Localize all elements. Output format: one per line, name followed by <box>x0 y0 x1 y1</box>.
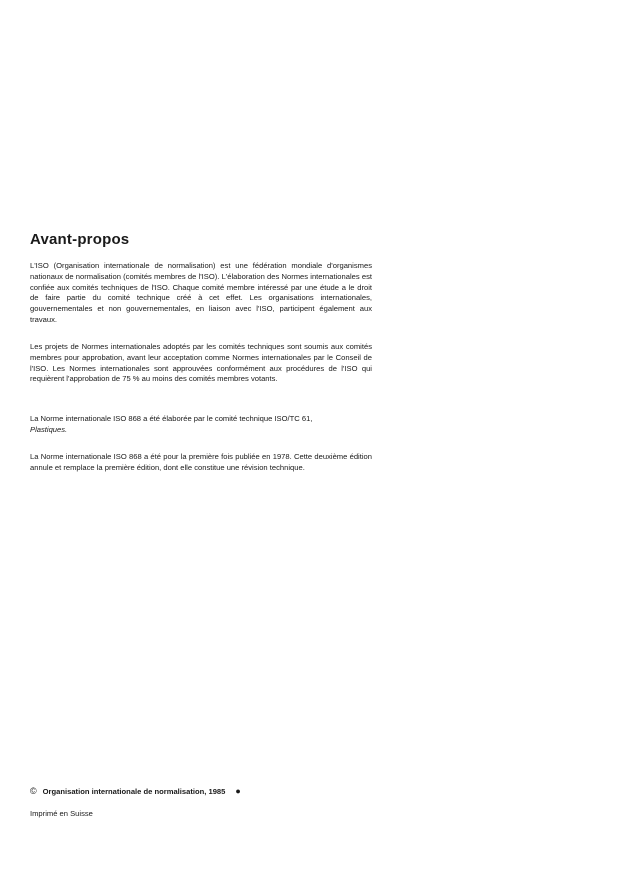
paragraph-approval: Les projets de Normes internationales adoptés par les comités techniques sont soumis aux comités membres pour approbation, avant leur acceptation comme Normes internationales par le Conseil de l'ISO. Les Normes internationales sont approuvées conformément aux procédures de l'ISO qui requièrent l'approbation de 75 % au moins des comités membres votants. <box>30 342 372 384</box>
page-title: Avant-propos <box>30 231 130 248</box>
paragraph-edition: La Norme internationale ISO 868 a été pour la première fois publiée en 1978. Cette deuxième édition annule et remplace la première édition, dont elle constitue une révision technique. <box>30 452 372 472</box>
printed-in-text: Imprimé en Suisse <box>30 809 93 818</box>
copyright-icon: © <box>30 786 37 796</box>
copyright-text: Organisation internationale de normalisation, 1985 <box>42 786 226 796</box>
copyright-line <box>30 786 241 796</box>
paragraph-iso-intro: L'ISO (Organisation internationale de normalisation) est une fédération mondiale d'organismes nationaux de normalisation (comités membres de l'ISO). L'élaboration des Normes internationales est confiée aux comités techniques de l'ISO. Chaque comité membre intéressé par une étude a le droit de faire partie du comité technique créé à cet effet. Les organisations internationales, gouvernementales et non gouvernementales, en liaison avec l'ISO, participent également aux travaux. <box>30 261 372 324</box>
committee-sentence: La Norme internationale ISO 868 a été élaborée par le comité technique ISO/TC 61, <box>30 414 313 423</box>
committee-name: Plastiques. <box>30 424 68 434</box>
paragraph-committee <box>30 414 372 436</box>
bullet-icon: ● <box>235 786 241 796</box>
